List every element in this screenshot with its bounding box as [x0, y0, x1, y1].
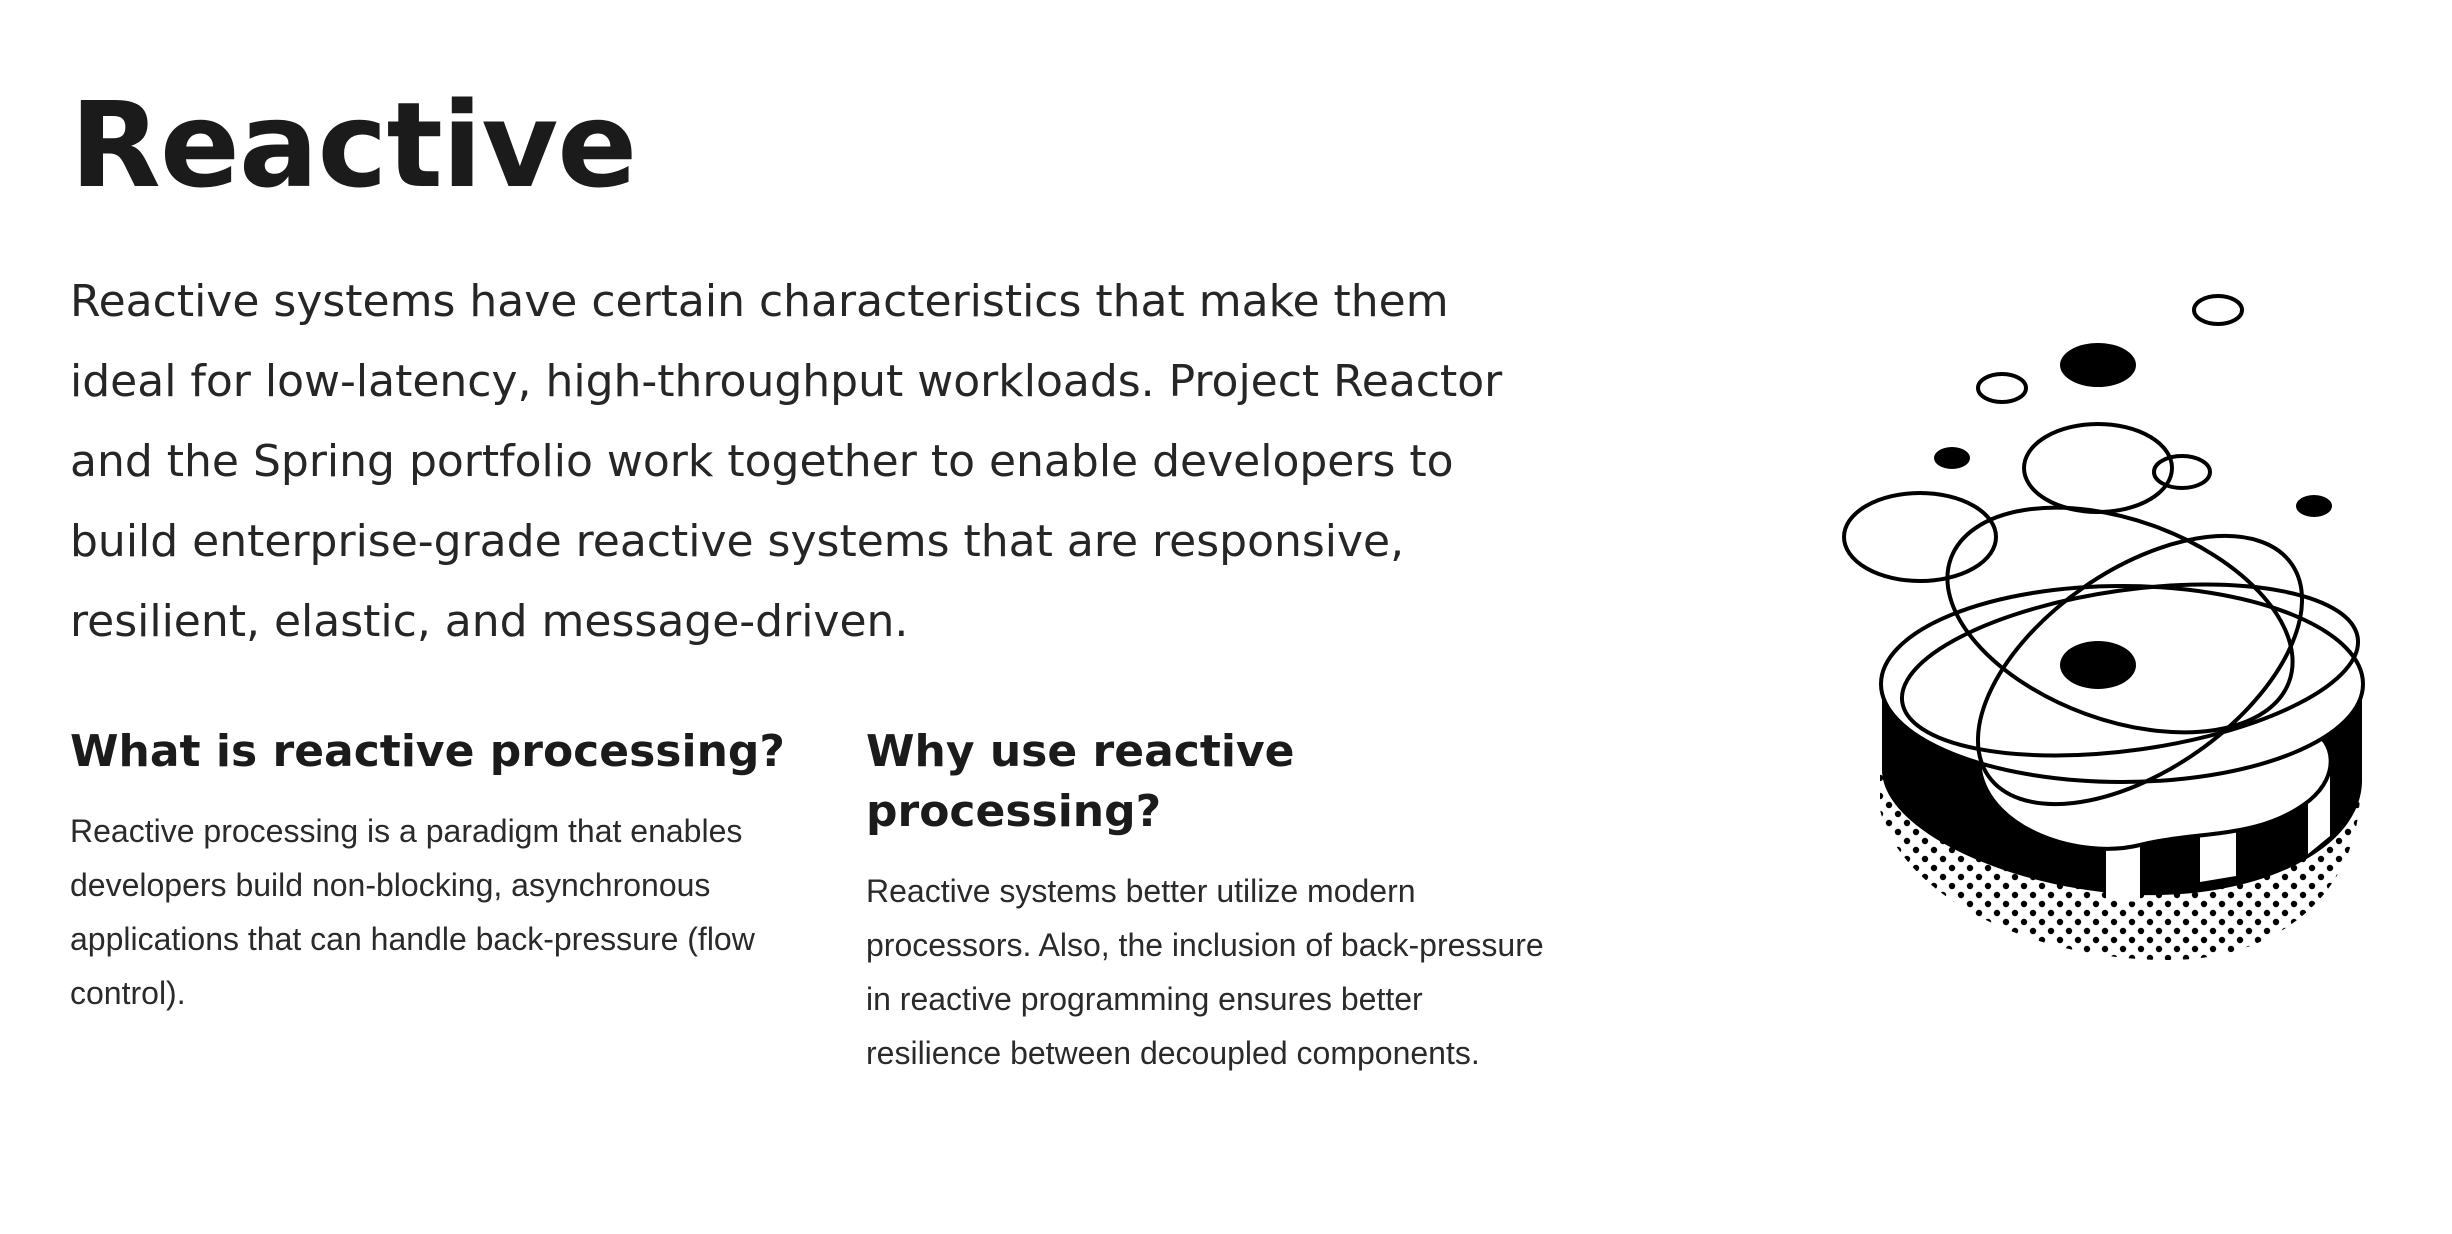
section-heading: Why use reactive processing? [866, 726, 1295, 837]
feature-columns [70, 722, 1570, 1182]
section-heading: What is reactive processing? [70, 726, 785, 777]
page-title: Reactive [70, 76, 637, 214]
section-why-reactive [866, 722, 1566, 1080]
section-body: Reactive systems better utilize modern processors. Also, the inclusion of back-pressure in reactive programming ensures better resilience between decoupled components. [866, 873, 1544, 1071]
section-what-is-reactive [70, 722, 790, 1020]
hero [70, 70, 1570, 662]
reactive-atom-illustration-icon [1840, 270, 2380, 970]
nucleus [2060, 641, 2136, 689]
intro-paragraph: Reactive systems have certain characteristics that make them ideal for low-latency, high-throughput workloads. Project Reactor and the Spring portfolio work together to enable developers to build enterprise-grade reactive systems that are responsive, resilient, elastic, and message-driven. [70, 276, 1503, 647]
section-body: Reactive processing is a paradigm that enables developers build non-blocking, asynchronous applications that can handle back-pressure (flow control). [70, 813, 755, 1011]
